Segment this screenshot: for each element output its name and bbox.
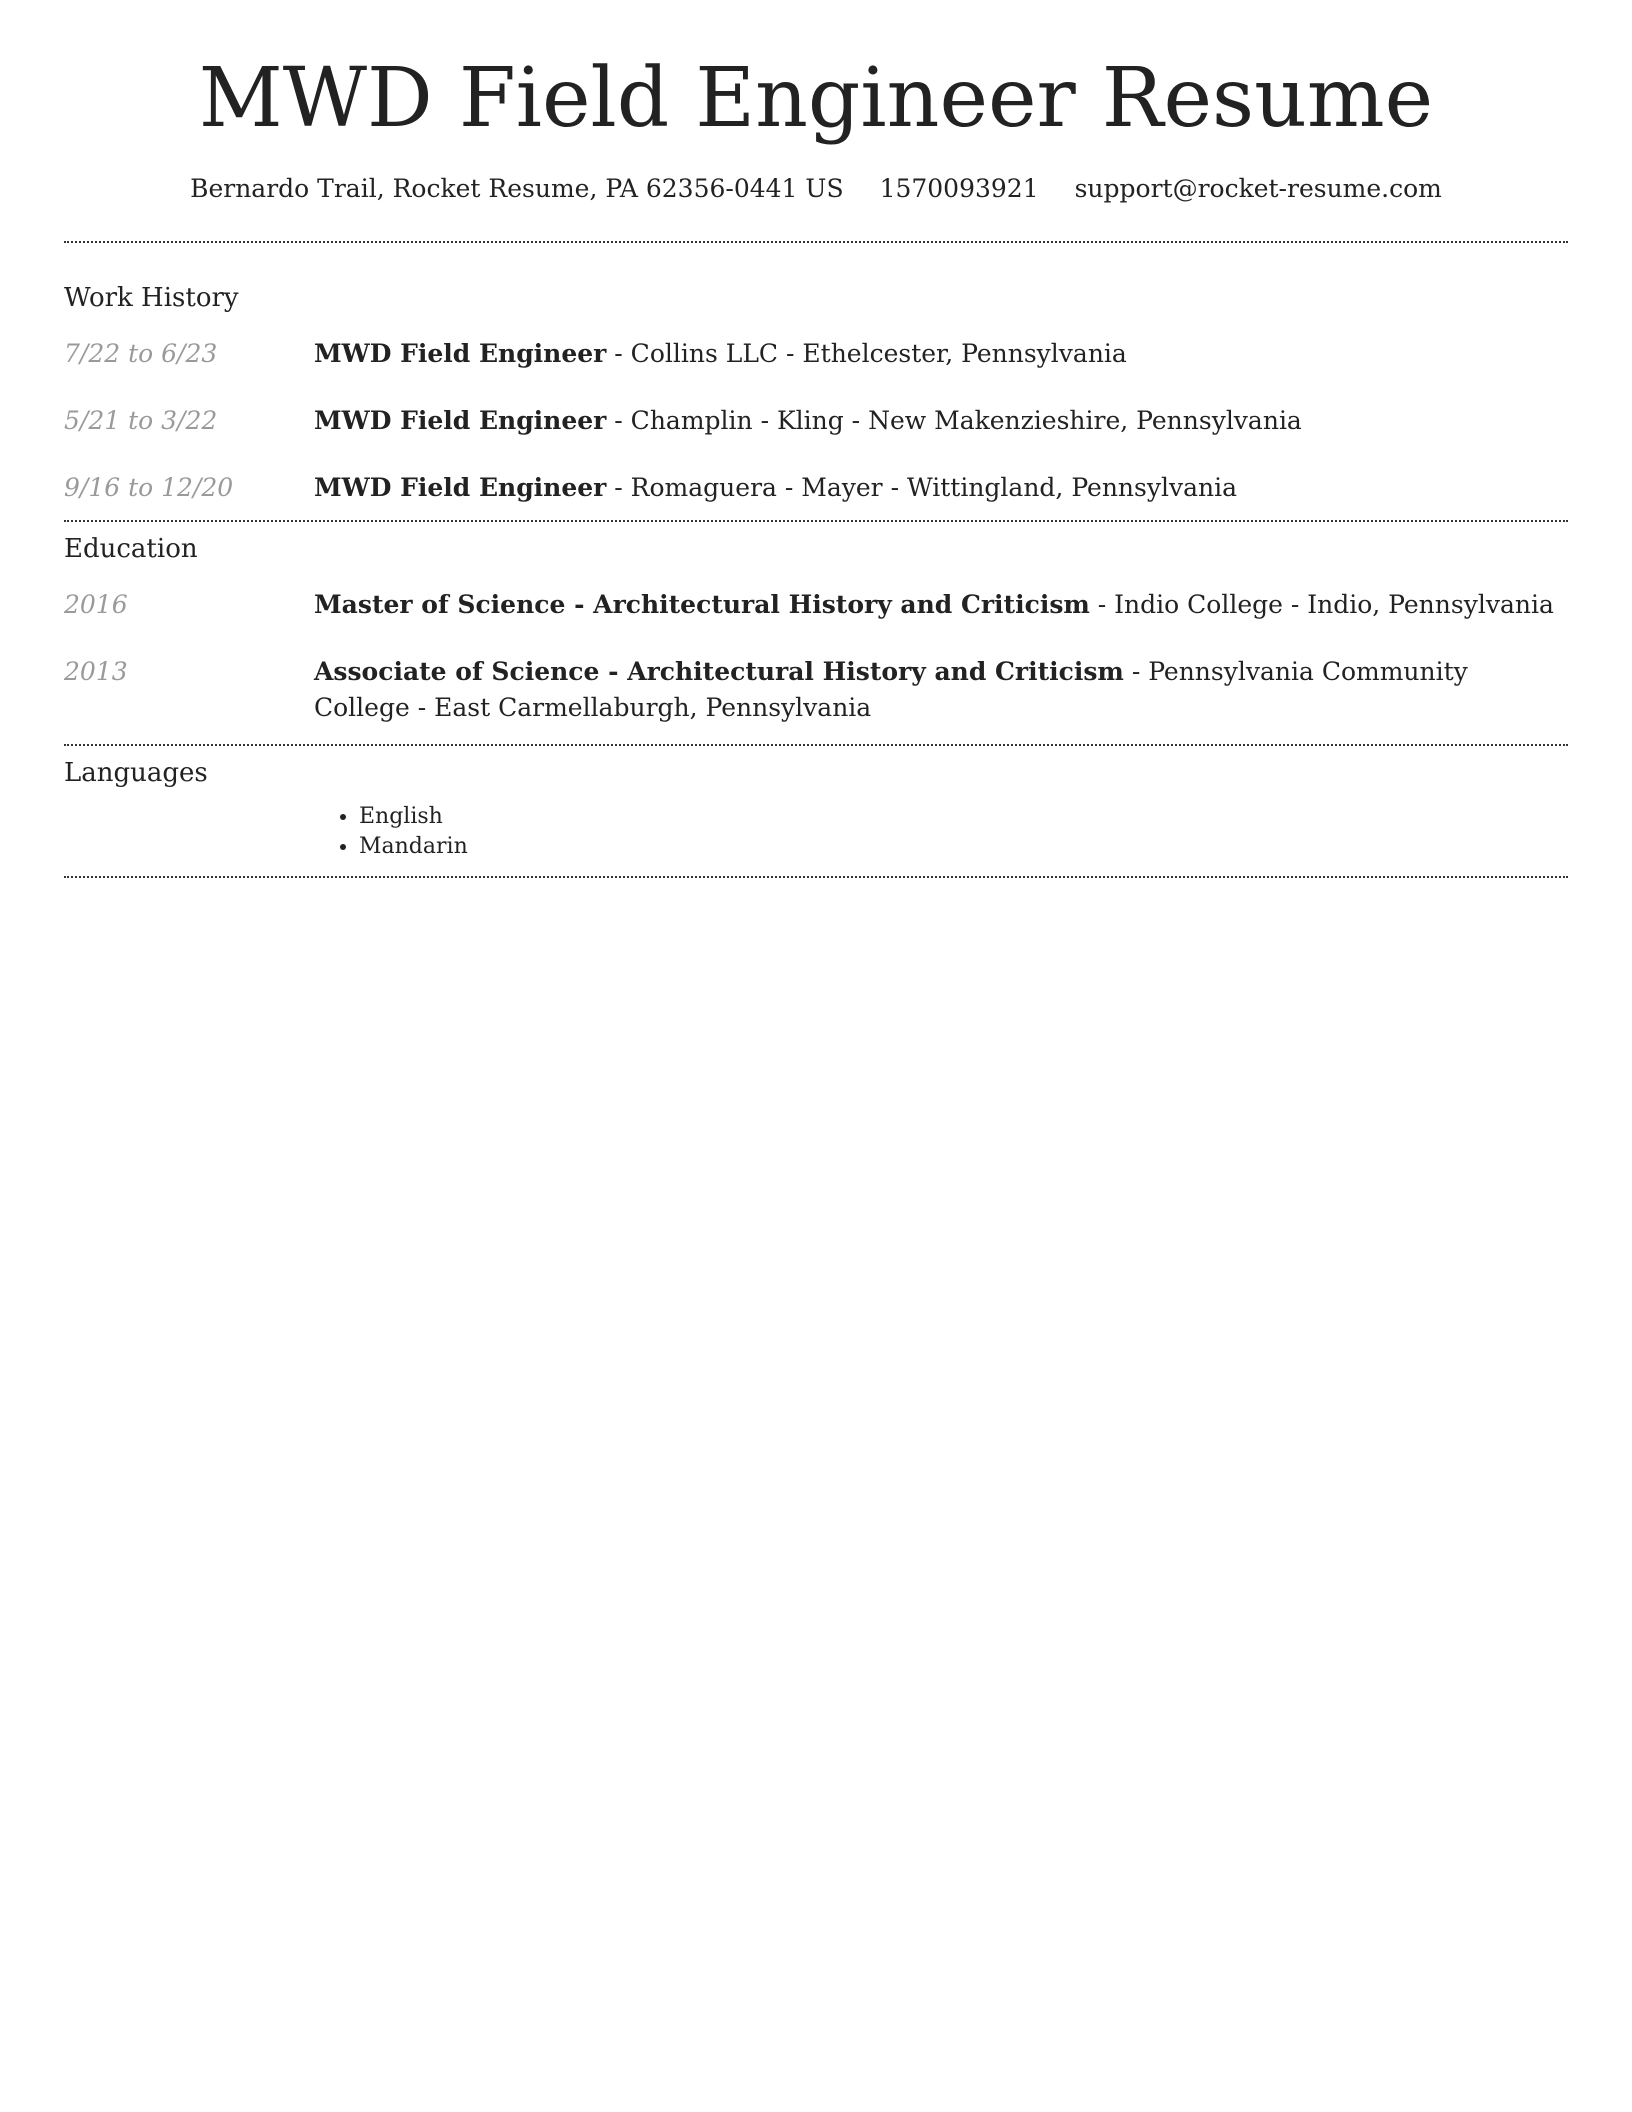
- work-entry-role: MWD Field Engineer: [314, 339, 607, 368]
- contact-phone: 1570093921: [879, 174, 1039, 203]
- resume-page: [64, 0, 1568, 878]
- work-entry-description: [314, 403, 1568, 439]
- education-entry: [64, 654, 1568, 726]
- education-entry: [64, 587, 1568, 623]
- education-entry-description: [314, 654, 1568, 726]
- languages-list: [64, 802, 1568, 862]
- work-entry-details: - Champlin - Kling - New Makenzieshire, Pennsylvania: [606, 406, 1302, 435]
- work-entry-description: [314, 336, 1568, 372]
- work-entry-dates: 5/21 to 3/22: [64, 406, 218, 435]
- education-entry-degree: Associate of Science - Architectural History and Criticism: [314, 657, 1124, 686]
- work-entry: [64, 470, 1568, 506]
- work-entry: [64, 403, 1568, 439]
- work-history-heading: Work History: [64, 283, 239, 313]
- education-entry-year: 2016: [64, 590, 128, 619]
- education-entry-year: 2013: [64, 657, 128, 686]
- language-item: • Mandarin: [359, 832, 1568, 862]
- header-divider: [64, 241, 1568, 243]
- work-entry: [64, 336, 1568, 372]
- education-entry-details: - Indio College - Indio, Pennsylvania: [1089, 590, 1554, 619]
- section-divider: [64, 744, 1568, 746]
- section-divider: [64, 876, 1568, 878]
- work-entry-description: [314, 470, 1568, 506]
- resume-title: MWD Field Engineer Resume: [198, 51, 1434, 146]
- work-entry-details: - Collins LLC - Ethelcester, Pennsylvania: [606, 339, 1127, 368]
- work-entry-dates: 9/16 to 12/20: [64, 473, 234, 502]
- language-item: • English: [359, 802, 1568, 832]
- education-entry-details: - Pennsylvania Community College - East Carmellaburgh, Pennsylvania: [314, 657, 1468, 722]
- education-heading: Education: [64, 534, 198, 564]
- education-entry-description: [314, 587, 1568, 623]
- education-entry-degree: Master of Science - Architectural History and Criticism: [314, 590, 1090, 619]
- contact-line: [64, 174, 1568, 203]
- education-section: [64, 534, 1568, 726]
- work-entry-details: - Romaguera - Mayer - Wittingland, Pennsylvania: [606, 473, 1237, 502]
- work-entry-dates: 7/22 to 6/23: [64, 339, 218, 368]
- languages-section: [64, 758, 1568, 862]
- contact-address: Bernardo Trail, Rocket Resume, PA 62356-0441 US: [190, 174, 844, 203]
- section-divider: [64, 520, 1568, 522]
- work-entry-role: MWD Field Engineer: [314, 406, 607, 435]
- work-entry-role: MWD Field Engineer: [314, 473, 607, 502]
- work-history-section: [64, 283, 1568, 506]
- languages-heading: Languages: [64, 758, 208, 788]
- contact-email: support@rocket-resume.com: [1074, 174, 1442, 203]
